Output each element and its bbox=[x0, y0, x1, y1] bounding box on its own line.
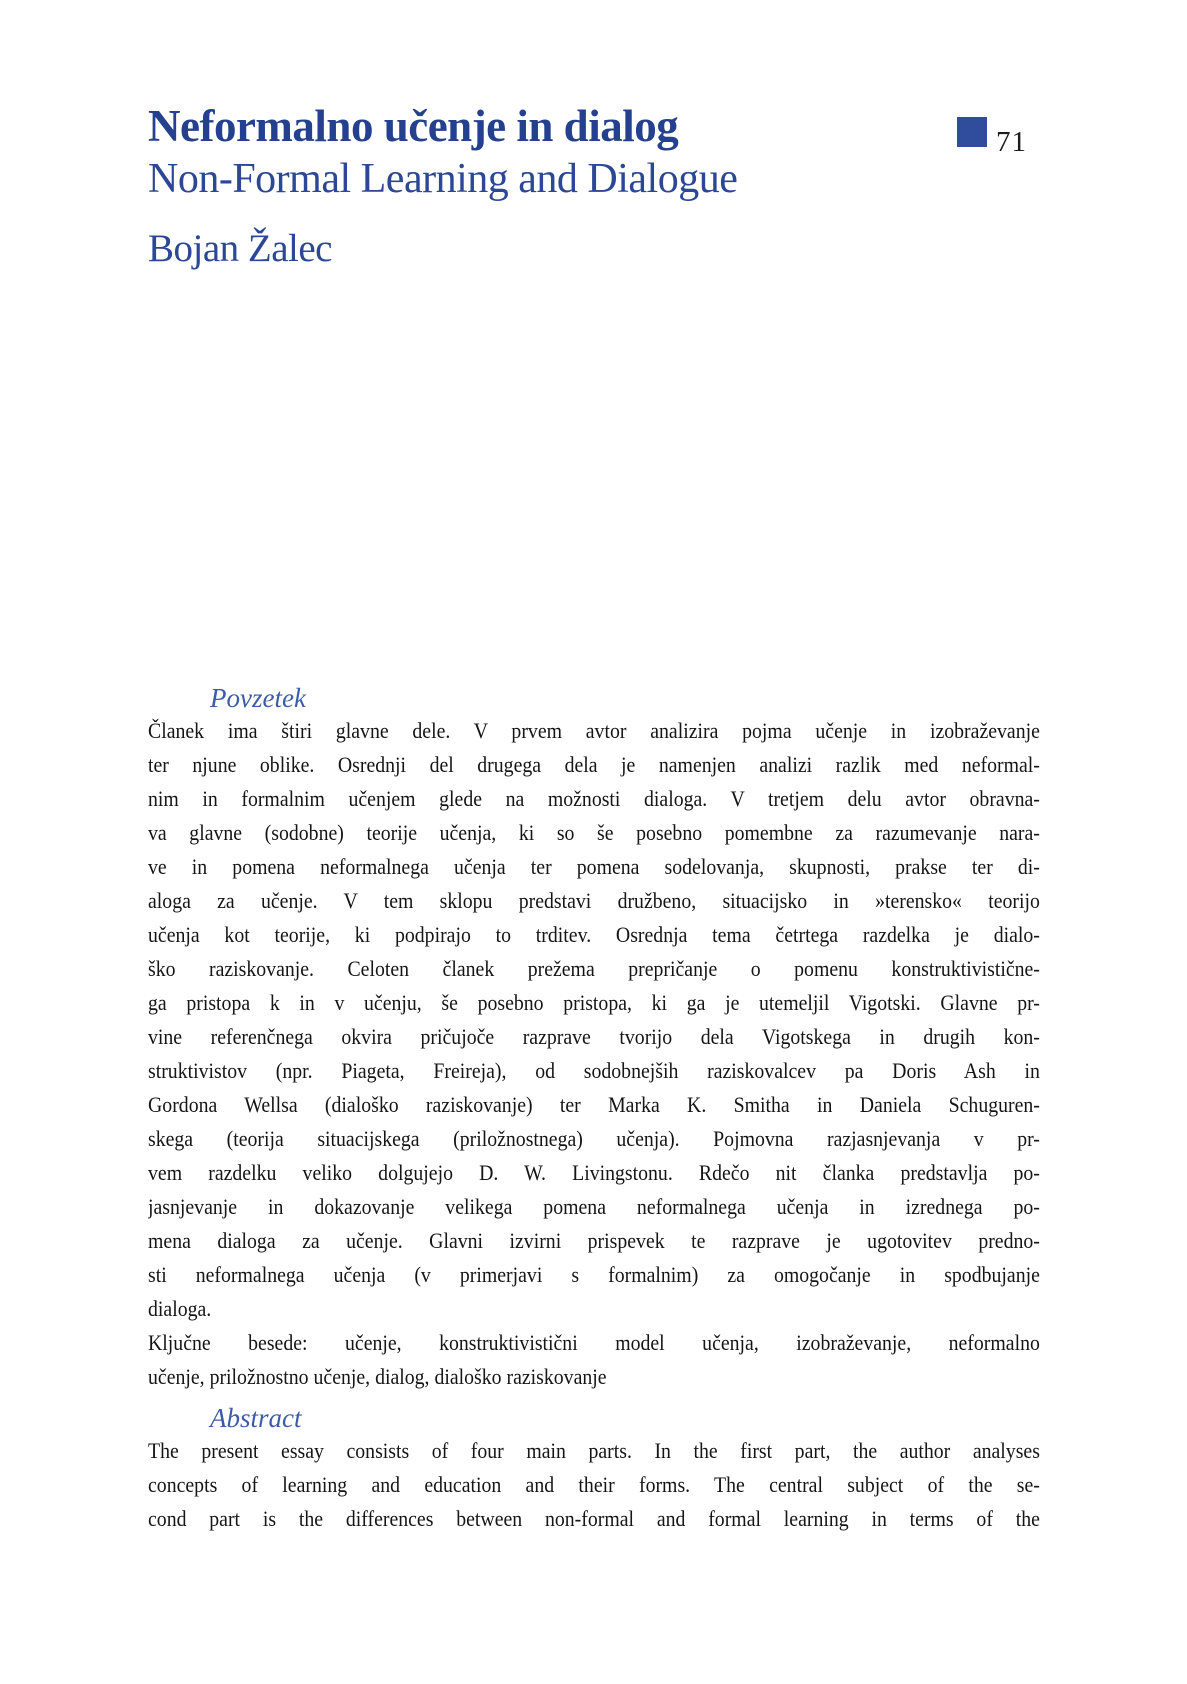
text-line: skega (teorija situacijskega (priložnostnega) učenja). Pojmovna razjasnjevanja v pr- bbox=[148, 1126, 1040, 1151]
article-title-slovenian: Neformalno učenje in dialog bbox=[148, 101, 679, 151]
keywords-text bbox=[148, 1326, 1040, 1394]
text-line: vine referenčnega okvira pričujoče razprave tvorijo dela Vigotskega in drugih kon- bbox=[148, 1024, 1040, 1049]
povzetek-section bbox=[148, 684, 1040, 1394]
text-line: nim in formalnim učenjem glede na možnosti dialoga. V tretjem delu avtor obravna- bbox=[148, 786, 1040, 811]
text-line: sti neformalnega učenja (v primerjavi s formalnim) za omogočanje in spodbujanje bbox=[148, 1262, 1040, 1287]
text-line: aloga za učenje. V tem sklopu predstavi družbeno, situacijsko in »terensko« teorijo bbox=[148, 888, 1040, 913]
article-header bbox=[148, 98, 908, 272]
text-line: vem razdelku veliko dolgujejo D. W. Livingstonu. Rdečo nit članka predstavlja po- bbox=[148, 1160, 1040, 1185]
text-line: učenje, priložnostno učenje, dialog, dialoško raziskovanje bbox=[148, 1364, 607, 1389]
author-name: Bojan Žalec bbox=[148, 227, 332, 270]
povzetek-text bbox=[148, 714, 1040, 1326]
page-marker-square-icon bbox=[957, 117, 987, 147]
text-line: učenja kot teorije, ki podpirajo to trditev. Osrednja tema četrtega razdelka je dialo- bbox=[148, 922, 1040, 947]
text-line: jasnjevanje in dokazovanje velikega pomena neformalnega učenja in izrednega po- bbox=[148, 1194, 1040, 1219]
text-line: Gordona Wellsa (dialoško raziskovanje) ter Marka K. Smitha in Daniela Schuguren- bbox=[148, 1092, 1040, 1117]
text-line: dialoga. bbox=[148, 1296, 212, 1321]
text-line: concepts of learning and education and their forms. The central subject of the se- bbox=[148, 1472, 1040, 1497]
text-line: Članek ima štiri glavne dele. V prvem avtor analizira pojma učenje in izobraževanje bbox=[148, 718, 1040, 743]
abstract-section bbox=[148, 1404, 1040, 1536]
text-line: mena dialoga za učenje. Glavni izvirni prispevek te razprave je ugotovitev predno- bbox=[148, 1228, 1040, 1253]
text-line: Ključne besede: učenje, konstruktivistični model učenja, izobraževanje, neformalno bbox=[148, 1330, 1040, 1355]
text-line: ter njune oblike. Osrednji del drugega dela je namenjen analizi razlik med neformal- bbox=[148, 752, 1040, 777]
povzetek-heading: Povzetek bbox=[210, 683, 306, 713]
abstract-text bbox=[148, 1434, 1040, 1536]
text-line: The present essay consists of four main parts. In the first part, the author analyses bbox=[148, 1438, 1040, 1463]
article-title-english: Non-Formal Learning and Dialogue bbox=[148, 156, 738, 202]
text-line: cond part is the differences between non-formal and formal learning in terms of the bbox=[148, 1506, 1040, 1531]
article-body bbox=[148, 684, 1040, 1536]
text-line: ga pristopa k in v učenju, še posebno pristopa, ki ga je utemeljil Vigotski. Glavne pr- bbox=[148, 990, 1040, 1015]
page-number: 71 bbox=[996, 126, 1027, 158]
text-line: va glavne (sodobne) teorije učenja, ki so še posebno pomembne za razumevanje nara- bbox=[148, 820, 1040, 845]
text-line: ve in pomena neformalnega učenja ter pomena sodelovanja, skupnosti, prakse ter di- bbox=[148, 854, 1040, 879]
page-number-block bbox=[957, 117, 1027, 157]
abstract-heading: Abstract bbox=[210, 1403, 302, 1433]
text-line: ško raziskovanje. Celoten članek prežema prepričanje o pomenu konstruktivistične- bbox=[148, 956, 1040, 981]
text-line: struktivistov (npr. Piageta, Freireja), od sodobnejših raziskovalcev pa Doris Ash in bbox=[148, 1058, 1040, 1083]
